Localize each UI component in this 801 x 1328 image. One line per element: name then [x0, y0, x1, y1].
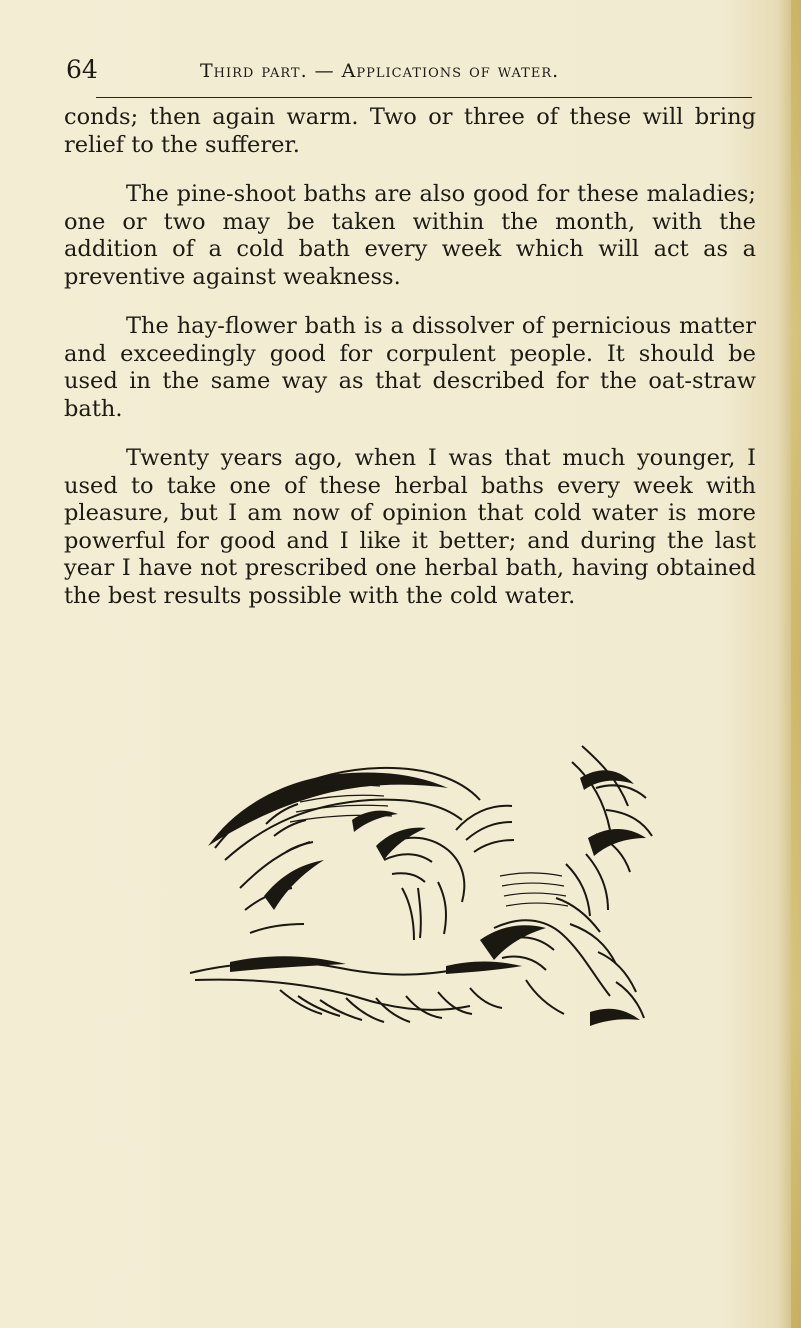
header-rule	[96, 97, 752, 99]
page-number: 64	[66, 55, 98, 84]
paragraph-1: conds; then again warm. Two or three of these will bring relief to the sufferer.	[64, 104, 756, 158]
paragraph-2: The pine-shoot baths are also good for these maladies; one or two may be taken within the month, with the addition of a cold bath every week which will act as a preventive against weakness.	[64, 181, 756, 290]
page-edge	[791, 0, 801, 1328]
page-header	[66, 55, 756, 87]
running-head: Third part. — Applications of water.	[200, 60, 560, 82]
paragraph-4: Twenty years ago, when I was that much younger, I used to take one of these herbal baths every week with pleasure, but I am now of opinion that cold water is more powerful for good and I like it better; and during the last year I have not prescribed one herbal bath, having obtained the best results possible with the cold water.	[64, 445, 756, 609]
cherub-ornament-icon	[170, 728, 670, 1036]
paragraph-3: The hay-flower bath is a dissolver of pernicious matter and exceedingly good for corpulent people. It should be used in the same way as that described for the oat-straw bath.	[64, 313, 756, 422]
body-text	[64, 104, 756, 632]
